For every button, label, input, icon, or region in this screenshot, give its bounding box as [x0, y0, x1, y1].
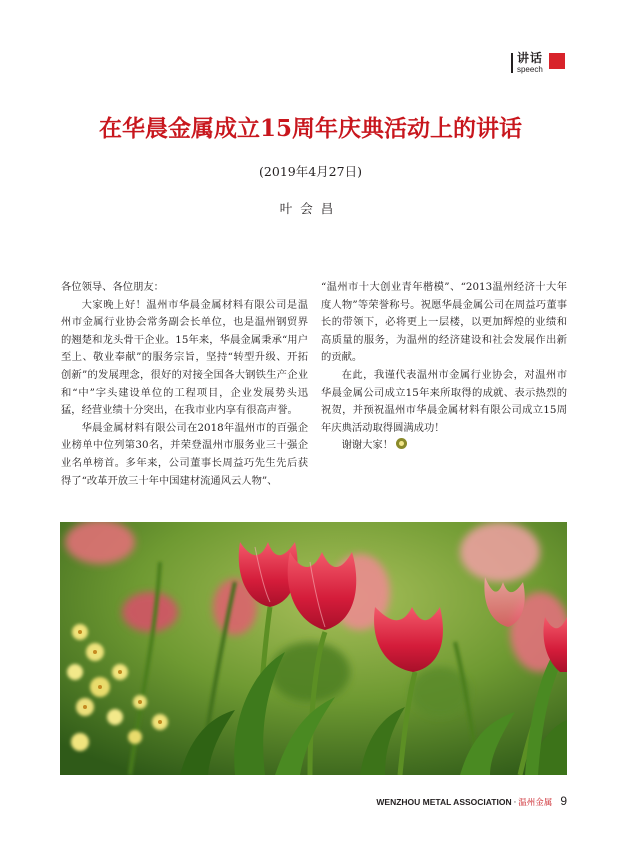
page-number: 9	[560, 794, 567, 808]
left-column	[61, 279, 308, 490]
footer-publication-cn: 温州金属	[518, 798, 553, 808]
article-date: (2019年4月27日)	[259, 164, 362, 179]
section-tag	[511, 52, 565, 74]
page-footer	[376, 794, 567, 808]
footer-separator: ·	[513, 798, 517, 808]
tulip-photo	[60, 522, 567, 775]
article-title: 在华晨金属成立15周年庆典活动上的讲话	[98, 115, 522, 142]
right-column	[321, 279, 567, 455]
section-divider-bar	[511, 53, 513, 73]
salutation: 各位领导、各位朋友：	[61, 281, 164, 293]
section-red-square	[549, 53, 565, 69]
leaf-end-icon	[396, 438, 407, 449]
closing-text: 谢谢大家！	[341, 439, 394, 452]
paragraph: 华晨金属材料有限公司在2018年温州市的百强企业榜单中位列第30名，并荣登温州市服务业三十强企业名单榜首。多年来，公司董事长周益巧先生先后获得了“改革开放三十年中国建材流通风云人物”、	[61, 421, 308, 487]
paragraph: “温州市十大创业青年楷模”、“2013温州经济十大年度人物”等荣誉称号。祝愿华晨金属公司在周益巧董事长的带领下，必将更上一层楼，以更加辉煌的业绩和高质量的服务，为温州的经济建设和社会发展作出新的贡献。	[321, 281, 567, 364]
section-label	[517, 52, 543, 74]
paragraph: 在此，我谨代表温州市金属行业协会，对温州市华晨金属公司成立15年来所取得的成就、表示热烈的祝贺，并预祝温州市华晨金属材料有限公司成立15周年庆典活动取得圆满成功！	[321, 368, 567, 434]
paragraph: 大家晚上好！温州市华晨金属材料有限公司是温州市金属行业协会常务副会长单位，也是温州钢贸界的翘楚和龙头骨干企业。15年来，华晨金属秉承“用户至上、敬业奉献”的服务宗旨，坚持“转型升级、开拓创新”的发展理念，很好的对接全国各大钢铁生产企业和“中”字头建设单位的工程项目，企业发展势头迅猛，经营业绩十分突出，在我市业内享有很高声誉。	[61, 298, 308, 417]
article-author: 叶会昌	[279, 201, 342, 216]
section-label-en: speech	[516, 65, 543, 74]
section-label-cn: 讲话	[516, 51, 543, 65]
footer-publication-en: WENZHOU METAL ASSOCIATION	[376, 797, 512, 807]
closing-line	[321, 437, 567, 455]
